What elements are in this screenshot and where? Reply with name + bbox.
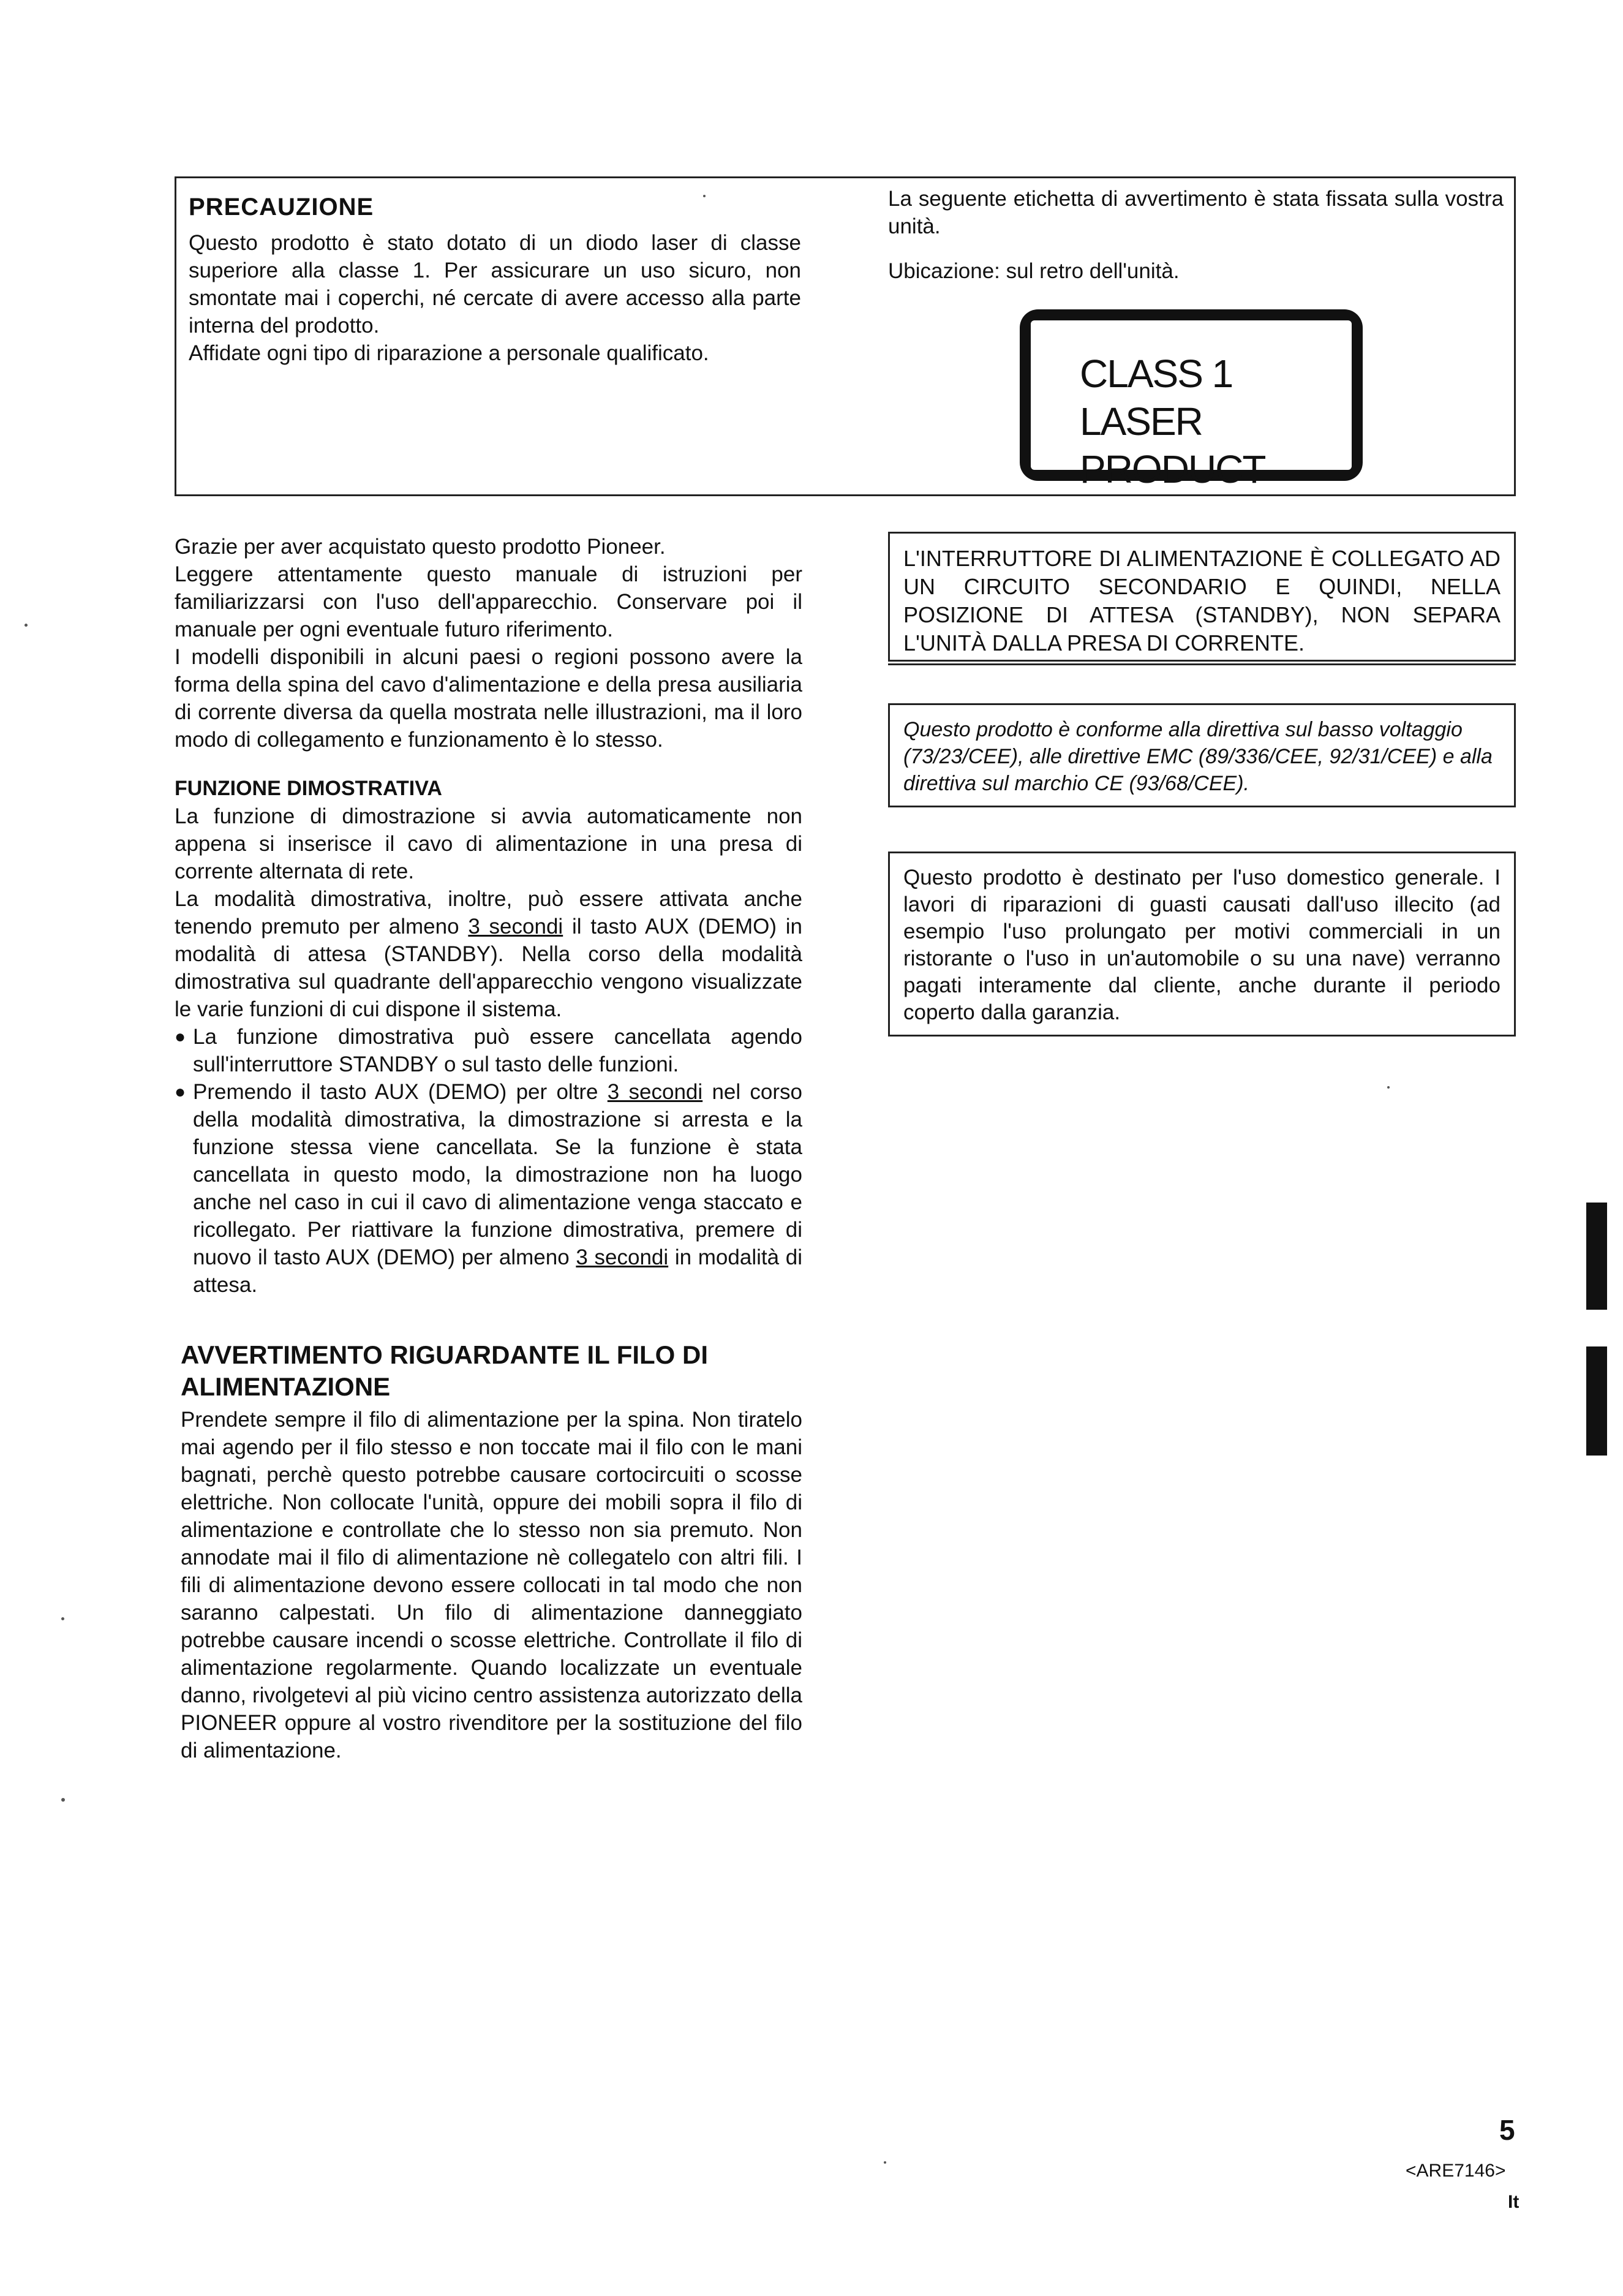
cord-warning-body: Prendete sempre il filo di alimentazione per la spina. Non tiratelo mai agendo per il filo stesso e non toccate mai il filo con le mani bagnati, perchè questo potrebbe causare cortocircuiti o scosse elettriche. Non collocate l'unità, oppure dei mobili sopra il filo di alimentazione e controllate che lo stesso non sia premuto. Non annodate mai il filo di alimentazione nè collegatelo con altri fili. I fili di alimentazione devono essere collocati in tal modo che non saranno calpestati. Un filo di alimentazione danneggiato potrebbe causare incendi o scosse elettriche. Controllate il filo di alimentazione regolarmente. Quando localizzate un eventuale danno, rivolgetevi al più vicino centro assistenza autorizzato della PIONEER oppure al vostro rivenditore per la sostituzione del filo di alimentazione. xyxy=(181,1408,802,1762)
precaution-body xyxy=(189,229,801,367)
demo-b2-text-b: nel corso della modalità dimostrativa, la dimostrazione si arresta e la funzione stessa viene cancellata. Se la funzione è stata cancellata in questo modo, la dimostrazione non ha luogo anche nel caso in cui il cavo di alimentazione venga staccato e ricollegato. Per riattivare la funzione dimostrativa, premere di nuovo il tasto AUX (DEMO) per almeno xyxy=(193,1080,802,1269)
warning-label-intro: La seguente etichetta di avvertimento è stata fissata sulla vostra unità. xyxy=(888,187,1504,238)
demo-p2-duration: 3 secondi xyxy=(468,915,563,938)
demo-p2-text-b: il tasto AUX (DEMO) in modalità di attesa (STANDBY). Nella corso della modalità dimostrativa sul quadrante dell'apparecchio vengono visualizzate le varie funzioni di cui dispone il sistema. xyxy=(175,915,803,1021)
demo-b2-duration-2: 3 secondi xyxy=(576,1245,669,1269)
precaution-repair-text: Affidate ogni tipo di riparazione a personale qualificato. xyxy=(189,341,709,365)
scan-speck xyxy=(1387,1086,1390,1089)
intro-section xyxy=(175,533,802,753)
document-code: <ARE7146> xyxy=(1406,2161,1506,2181)
domestic-use-notice xyxy=(888,852,1516,1037)
bullet-dot-icon: ● xyxy=(175,1027,186,1047)
cord-warning-title: AVVERTIMENTO RIGUARDANTE IL FILO DI ALIMENTAZIONE xyxy=(181,1340,709,1401)
intro-models: I modelli disponibili in alcuni paesi o regioni possono avere la forma della spina del cavo d'alimentazione e della presa ausiliaria di corrente diversa da quella mostrata nelle illustrazioni, ma il loro modo di collegamento e funzionamento è lo stesso. xyxy=(175,645,802,752)
intro-manual: Leggere attentamente questo manuale di istruzioni per familiarizzarsi con l'uso dell'apparecchio. Conservare poi il manuale per ogni eventuale futuro riferimento. xyxy=(175,562,802,641)
demo-paragraph-2 xyxy=(175,885,802,1023)
laser-label-face xyxy=(1031,320,1352,491)
section-tab-marker xyxy=(1586,1203,1607,1310)
directive-notice xyxy=(888,703,1516,807)
scan-speck xyxy=(61,1798,65,1802)
demo-bullet-2-text xyxy=(193,1078,802,1299)
laser-label-line1: CLASS 1 xyxy=(1080,352,1233,396)
scan-speck xyxy=(703,195,706,197)
scan-speck xyxy=(884,2161,886,2164)
power-switch-notice-text: L'INTERRUTTORE DI ALIMENTAZIONE È COLLEGATO AD UN CIRCUITO SECONDARIO E QUINDI, NELLA POSIZIONE DI ATTESA (STANDBY), NON SEPARA L'UNITÀ DALLA PRESA DI CORRENTE. xyxy=(903,546,1501,655)
scan-speck xyxy=(24,624,28,627)
precaution-title: PRECAUZIONE xyxy=(189,194,374,221)
demo-b2-duration-1: 3 secondi xyxy=(607,1080,703,1104)
laser-label-line2: LASER PRODUCT xyxy=(1080,399,1265,491)
page-number: 5 xyxy=(1499,2114,1515,2146)
directive-notice-text: Questo prodotto è conforme alla direttiva sul basso voltaggio (73/23/CEE), alle direttive EMC (89/336/CEE, 92/31/CEE) e alla direttiva sul marchio CE (93/68/CEE). xyxy=(903,718,1493,795)
power-switch-notice xyxy=(888,532,1516,662)
intro-thanks: Grazie per aver acquistato questo prodotto Pioneer. xyxy=(175,535,666,559)
bullet-dot-icon: ● xyxy=(175,1082,186,1102)
demo-bullet-1 xyxy=(175,1023,802,1078)
domestic-use-notice-text: Questo prodotto è destinato per l'uso domestico generale. I lavori di riparazioni di guasti causati dall'uso illecito (ad esempio l'uso prolungato per motivi commerciali in un ristorante o l'uso in un'automobile o su una nave) verranno pagati interamente dal cliente, anche durante il periodo coperto dalla garanzia. xyxy=(903,866,1501,1024)
demo-p2-text-a: La modalità dimostrativa, inoltre, può essere attivata anche tenendo premuto per almeno xyxy=(175,887,802,938)
demo-b2-text-c: in modalità di attesa. xyxy=(193,1245,803,1297)
demo-paragraph-1: La funzione di dimostrazione si avvia automaticamente non appena si inserisce il cavo di alimentazione in una presa di corrente alternata di rete. xyxy=(175,804,802,883)
class1-laser-label xyxy=(1020,309,1363,491)
scan-speck xyxy=(61,1617,64,1620)
demo-bullet-2 xyxy=(175,1078,802,1299)
language-code: It xyxy=(1508,2192,1519,2212)
demo-bullet-1-text: La funzione dimostrativa può essere cancellata agendo sull'interruttore STANDBY o sul tasto delle funzioni. xyxy=(193,1025,802,1076)
demo-b2-text-a: Premendo il tasto AUX (DEMO) per oltre xyxy=(193,1080,608,1104)
precaution-text: Questo prodotto è stato dotato di un diodo laser di classe superiore alla classe 1. Per assicurare un uso sicuro, non smontate mai i coperchi, né cercate di avere accesso alla parte interna del prodotto. xyxy=(189,231,801,338)
demo-section xyxy=(175,802,802,1299)
demo-title: FUNZIONE DIMOSTRATIVA xyxy=(175,777,442,800)
section-tab-marker xyxy=(1586,1346,1607,1456)
notice-divider xyxy=(888,663,1516,665)
warning-label-location: Ubicazione: sul retro dell'unità. xyxy=(888,259,1180,283)
